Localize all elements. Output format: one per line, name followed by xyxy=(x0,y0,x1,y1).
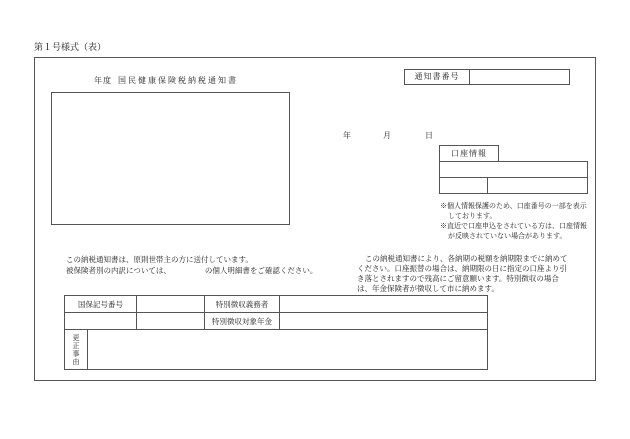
account-info-header: 口座情報 xyxy=(439,145,499,162)
correction-reason-label xyxy=(65,330,88,369)
insured-number-label: 国保記号番号 xyxy=(65,296,137,312)
payment-notice-line: は、年金保険者が徴収して市に納めます。 xyxy=(357,284,499,293)
payment-notice xyxy=(357,254,595,294)
form-number-label: 第１号様式（表） xyxy=(34,43,107,53)
address-window xyxy=(51,92,290,225)
payment-notice-line: この納税通知書により、各納期の税額を納期限までに納めて xyxy=(365,254,568,263)
sending-notice-line1: この納税通知書は、原則世帯主の方に送付しています。 xyxy=(66,255,253,264)
account-notes xyxy=(440,201,592,241)
account-note: ※直近で口座申込をされている方は、口座情報が反映されていない場合があります。 xyxy=(440,222,587,240)
correction-reason-char: 由 xyxy=(72,357,80,366)
date-month: 月 xyxy=(383,131,391,140)
account-info-cell xyxy=(440,178,488,193)
insured-info-table xyxy=(64,295,488,370)
blank-cell xyxy=(65,313,137,329)
notice-number-label: 通知書番号 xyxy=(405,70,470,84)
sending-notice-line2 xyxy=(66,265,317,276)
insured-number-value xyxy=(137,296,205,312)
blank-cell xyxy=(137,313,205,329)
table-row xyxy=(65,313,487,330)
account-info-row xyxy=(440,178,587,193)
document-title xyxy=(94,76,238,86)
fiscal-year-label: 年度 xyxy=(94,76,112,85)
notice-number-box xyxy=(404,69,570,85)
correction-reason-char: 事 xyxy=(72,349,80,358)
account-info-row xyxy=(440,162,587,178)
payment-notice-line: ください。口座振替の場合は、納期限の日に指定の口座より引 xyxy=(357,264,567,273)
account-info-table xyxy=(439,161,588,194)
correction-reason-char: 更 xyxy=(72,333,80,342)
title-text: 国民健康保険税納税通知書 xyxy=(118,76,238,85)
payment-notice-line: き落とされますので残高にご留意願います。特別徴収の場合 xyxy=(357,274,559,283)
special-collector-value xyxy=(280,296,487,312)
account-note: ※個人情報保護のため、口座番号の一部を表示しております。 xyxy=(440,202,587,220)
sending-notice-line2-b: の個人明細書をご確認ください。 xyxy=(204,266,318,275)
sending-notice-line2-a: 被保険者別の内訳については、 xyxy=(66,266,171,275)
date-day: 日 xyxy=(425,131,433,140)
notice-number-value xyxy=(470,70,569,84)
special-pension-label: 特別徴収対象年金 xyxy=(205,313,280,329)
correction-reason-char: 正 xyxy=(72,341,80,350)
date-year: 年 xyxy=(343,131,351,140)
special-collector-label: 特別徴収義務者 xyxy=(205,296,280,312)
table-row xyxy=(65,296,487,313)
special-pension-value xyxy=(280,313,487,329)
sending-notice xyxy=(66,254,317,276)
